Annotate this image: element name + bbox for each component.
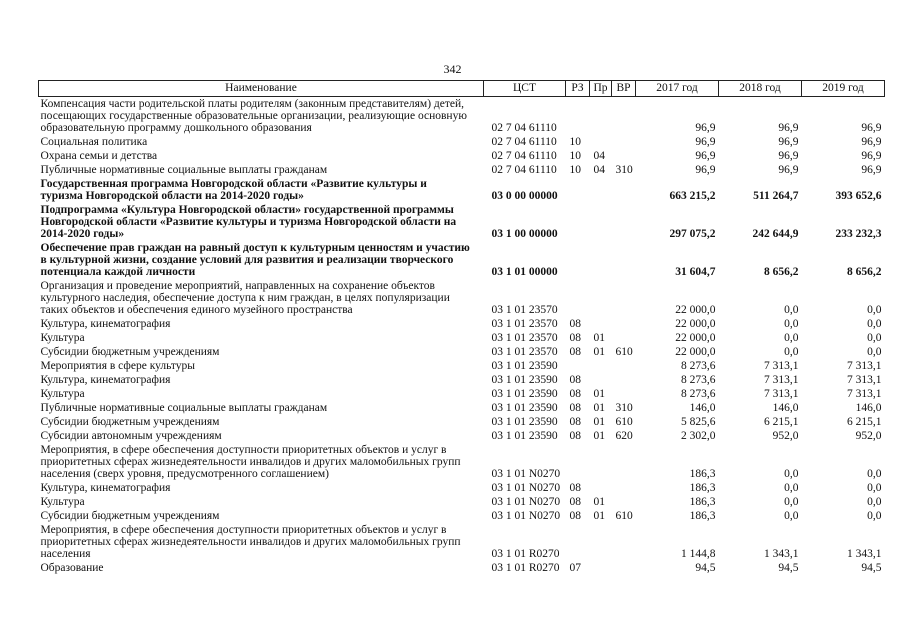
header-cst: ЦСТ bbox=[484, 81, 566, 97]
cell-y2017: 5 825,6 bbox=[681, 416, 716, 428]
cell-name: Культура bbox=[40, 496, 85, 508]
cell-pr bbox=[590, 203, 612, 241]
cell-y2017: 96,9 bbox=[695, 122, 716, 134]
table-row bbox=[39, 415, 885, 429]
cell-name: Мероприятия, в сфере обеспечения доступности приоритетных объектов и услуг в приоритетных сферах жизнедеятельности инвалидов и других маломобильных групп населения (сверх уровня, предусмотренного соглашением) bbox=[40, 444, 461, 480]
table-row bbox=[39, 203, 885, 241]
cell-y2018: 242 644,9 bbox=[752, 228, 799, 240]
cell-name: Субсидии автономным учреждениям bbox=[40, 430, 222, 442]
cell-vr bbox=[612, 481, 636, 495]
cell-y2018: 0,0 bbox=[784, 510, 799, 522]
table-row bbox=[39, 429, 885, 443]
cell-rz bbox=[566, 279, 590, 317]
cell-pr: 01 bbox=[593, 430, 605, 442]
cell-y2018: 94,5 bbox=[778, 562, 799, 574]
table-row bbox=[39, 279, 885, 317]
cell-vr bbox=[612, 359, 636, 373]
cell-cst: 03 1 01 N0270 bbox=[491, 496, 561, 508]
cell-y2018: 146,0 bbox=[772, 402, 799, 414]
table-row bbox=[39, 345, 885, 359]
cell-y2018: 0,0 bbox=[784, 304, 799, 316]
cell-vr bbox=[612, 241, 636, 279]
cell-rz bbox=[566, 443, 590, 481]
cell-y2017: 22 000,0 bbox=[675, 304, 716, 316]
cell-cst: 02 7 04 61110 bbox=[491, 150, 557, 162]
cell-cst: 03 1 00 00000 bbox=[491, 228, 558, 240]
cell-y2017: 186,3 bbox=[689, 496, 716, 508]
cell-y2019: 0,0 bbox=[867, 496, 882, 508]
table-row bbox=[39, 481, 885, 495]
cell-cst: 02 7 04 61110 bbox=[491, 136, 557, 148]
cell-name: Субсидии бюджетным учреждениям bbox=[40, 346, 220, 358]
cell-y2017: 8 273,6 bbox=[681, 388, 716, 400]
cell-pr: 01 bbox=[593, 388, 605, 400]
cell-cst: 03 1 01 23590 bbox=[491, 430, 558, 442]
cell-name: Культура, кинематография bbox=[40, 374, 171, 386]
cell-pr bbox=[590, 279, 612, 317]
cell-cst: 03 1 01 23570 bbox=[491, 346, 558, 358]
cell-name: Охрана семьи и детства bbox=[40, 150, 158, 162]
cell-cst: 03 1 01 R0270 bbox=[491, 548, 560, 560]
cell-y2018: 511 264,7 bbox=[753, 190, 799, 202]
cell-name: Обеспечение прав граждан на равный доступ к культурным ценностям и участию в культурной жизни, создание условий для развития и реализации творческого потенциала каждой личности bbox=[40, 242, 470, 278]
cell-vr bbox=[612, 97, 636, 136]
header-2018: 2018 год bbox=[719, 81, 802, 97]
cell-y2017: 96,9 bbox=[695, 164, 716, 176]
cell-rz bbox=[566, 241, 590, 279]
cell-y2019: 7 313,1 bbox=[847, 360, 882, 372]
header-pr: Пр bbox=[590, 81, 612, 97]
cell-y2018: 8 656,2 bbox=[764, 266, 799, 278]
budget-table bbox=[38, 80, 885, 575]
cell-vr: 610 bbox=[615, 346, 633, 358]
header-vr: ВР bbox=[612, 81, 636, 97]
cell-y2019: 6 215,1 bbox=[847, 416, 882, 428]
cell-y2017: 8 273,6 bbox=[681, 360, 716, 372]
cell-y2018: 6 215,1 bbox=[764, 416, 799, 428]
cell-y2017: 2 302,0 bbox=[681, 430, 716, 442]
cell-y2019: 96,9 bbox=[861, 150, 882, 162]
cell-cst: 02 7 04 61110 bbox=[491, 164, 557, 176]
cell-name: Социальная политика bbox=[40, 136, 148, 148]
cell-cst: 03 1 01 23570 bbox=[491, 318, 558, 330]
cell-y2018: 0,0 bbox=[784, 496, 799, 508]
cell-y2018: 952,0 bbox=[772, 430, 799, 442]
cell-y2018: 1 343,1 bbox=[764, 548, 799, 560]
cell-y2018: 96,9 bbox=[778, 136, 799, 148]
cell-pr: 01 bbox=[593, 346, 605, 358]
cell-y2018: 0,0 bbox=[784, 332, 799, 344]
cell-pr bbox=[590, 481, 612, 495]
table-row bbox=[39, 373, 885, 387]
cell-y2017: 146,0 bbox=[689, 402, 716, 414]
cell-rz: 10 bbox=[569, 164, 581, 176]
cell-cst: 03 1 01 N0270 bbox=[491, 482, 561, 494]
cell-cst: 03 1 01 00000 bbox=[491, 266, 558, 278]
cell-y2017: 22 000,0 bbox=[675, 346, 716, 358]
header-2019: 2019 год bbox=[802, 81, 885, 97]
cell-vr: 310 bbox=[615, 164, 633, 176]
cell-y2017: 96,9 bbox=[695, 136, 716, 148]
cell-cst: 03 1 01 23590 bbox=[491, 360, 558, 372]
cell-vr bbox=[612, 373, 636, 387]
cell-name: Публичные нормативные социальные выплаты гражданам bbox=[40, 164, 328, 176]
cell-y2018: 0,0 bbox=[784, 468, 799, 480]
cell-rz: 08 bbox=[569, 388, 581, 400]
cell-pr bbox=[590, 523, 612, 561]
cell-pr bbox=[590, 97, 612, 136]
cell-name: Публичные нормативные социальные выплаты гражданам bbox=[40, 402, 328, 414]
cell-y2017: 31 604,7 bbox=[675, 266, 716, 278]
cell-y2017: 186,3 bbox=[689, 510, 716, 522]
table-row bbox=[39, 443, 885, 481]
cell-name: Культура, кинематография bbox=[40, 482, 171, 494]
cell-pr bbox=[590, 177, 612, 203]
cell-vr bbox=[612, 149, 636, 163]
cell-y2019: 8 656,2 bbox=[847, 266, 882, 278]
cell-name: Образование bbox=[40, 562, 104, 574]
cell-y2018: 7 313,1 bbox=[764, 360, 799, 372]
cell-y2017: 96,9 bbox=[695, 150, 716, 162]
cell-pr bbox=[590, 359, 612, 373]
cell-y2019: 0,0 bbox=[867, 482, 882, 494]
cell-pr bbox=[590, 135, 612, 149]
cell-pr bbox=[590, 373, 612, 387]
cell-y2017: 22 000,0 bbox=[675, 332, 716, 344]
cell-rz: 08 bbox=[569, 346, 581, 358]
table-row bbox=[39, 509, 885, 523]
cell-vr bbox=[612, 203, 636, 241]
cell-rz: 10 bbox=[569, 150, 581, 162]
cell-cst: 03 1 01 23570 bbox=[491, 332, 558, 344]
cell-y2019: 96,9 bbox=[861, 122, 882, 134]
cell-y2018: 7 313,1 bbox=[764, 374, 799, 386]
cell-name: Мероприятия, в сфере обеспечения доступности приоритетных объектов и услуг в приоритетных сферах жизнедеятельности инвалидов и других маломобильных групп населения bbox=[40, 524, 461, 560]
cell-vr bbox=[612, 177, 636, 203]
cell-vr bbox=[612, 495, 636, 509]
cell-y2017: 663 215,2 bbox=[669, 190, 716, 202]
cell-rz: 08 bbox=[569, 416, 581, 428]
cell-name: Субсидии бюджетным учреждениям bbox=[40, 510, 220, 522]
table-row bbox=[39, 317, 885, 331]
cell-vr: 620 bbox=[615, 430, 633, 442]
cell-cst: 02 7 04 61110 bbox=[491, 122, 557, 134]
cell-name: Подпрограмма «Культура Новгородской области» государственной программы Новгородской области «Развитие культуры и туризма Новгородской области на 2014-2020 годы» bbox=[40, 204, 457, 240]
table-row bbox=[39, 97, 885, 136]
table-body bbox=[39, 97, 885, 576]
cell-pr bbox=[590, 443, 612, 481]
cell-rz bbox=[566, 523, 590, 561]
table-row bbox=[39, 387, 885, 401]
cell-y2019: 94,5 bbox=[861, 562, 882, 574]
cell-name: Компенсация части родительской платы родителям (законным представителям) детей, посещающих государственные образовательные организации, реализующие основную образовательную программу дошкольного образования bbox=[40, 98, 467, 134]
cell-rz: 10 bbox=[569, 136, 581, 148]
cell-vr bbox=[612, 135, 636, 149]
cell-y2018: 7 313,1 bbox=[764, 388, 799, 400]
cell-y2017: 22 000,0 bbox=[675, 318, 716, 330]
cell-y2019: 7 313,1 bbox=[847, 388, 882, 400]
cell-vr bbox=[612, 387, 636, 401]
cell-pr: 04 bbox=[593, 150, 605, 162]
cell-rz bbox=[566, 177, 590, 203]
cell-y2018: 96,9 bbox=[778, 122, 799, 134]
table-header-row bbox=[39, 81, 885, 97]
header-rz: РЗ bbox=[566, 81, 590, 97]
cell-y2017: 8 273,6 bbox=[681, 374, 716, 386]
cell-name: Государственная программа Новгородской области «Развитие культуры и туризма Новгородской области на 2014-2020 годы» bbox=[40, 178, 427, 202]
cell-vr bbox=[612, 331, 636, 345]
table-row bbox=[39, 523, 885, 561]
cell-pr: 04 bbox=[593, 164, 605, 176]
cell-pr bbox=[590, 317, 612, 331]
cell-cst: 03 1 01 23590 bbox=[491, 388, 558, 400]
cell-name: Культура bbox=[40, 388, 85, 400]
cell-y2019: 0,0 bbox=[867, 510, 882, 522]
cell-y2019: 393 652,6 bbox=[835, 190, 882, 202]
cell-vr bbox=[612, 561, 636, 575]
header-name: Наименование bbox=[39, 81, 484, 97]
table-row bbox=[39, 149, 885, 163]
cell-rz bbox=[566, 359, 590, 373]
cell-y2017: 1 144,8 bbox=[681, 548, 716, 560]
cell-rz: 08 bbox=[569, 374, 581, 386]
table-row bbox=[39, 135, 885, 149]
cell-y2019: 96,9 bbox=[861, 136, 882, 148]
table-row bbox=[39, 331, 885, 345]
cell-vr: 310 bbox=[615, 402, 633, 414]
cell-y2017: 186,3 bbox=[689, 468, 716, 480]
cell-y2019: 233 232,3 bbox=[835, 228, 882, 240]
cell-cst: 03 1 01 R0270 bbox=[491, 562, 560, 574]
cell-y2019: 0,0 bbox=[867, 318, 882, 330]
cell-cst: 03 1 01 23590 bbox=[491, 402, 558, 414]
table-row bbox=[39, 241, 885, 279]
table-row bbox=[39, 163, 885, 177]
cell-y2017: 297 075,2 bbox=[669, 228, 716, 240]
cell-y2019: 96,9 bbox=[861, 164, 882, 176]
cell-rz: 07 bbox=[569, 562, 581, 574]
cell-rz: 08 bbox=[569, 496, 581, 508]
cell-y2019: 952,0 bbox=[855, 430, 882, 442]
cell-name: Субсидии бюджетным учреждениям bbox=[40, 416, 220, 428]
cell-pr bbox=[590, 561, 612, 575]
cell-vr bbox=[612, 279, 636, 317]
cell-rz: 08 bbox=[569, 482, 581, 494]
cell-y2019: 0,0 bbox=[867, 304, 882, 316]
cell-rz bbox=[566, 203, 590, 241]
cell-rz: 08 bbox=[569, 332, 581, 344]
cell-vr: 610 bbox=[615, 510, 633, 522]
cell-vr bbox=[612, 523, 636, 561]
cell-rz: 08 bbox=[569, 510, 581, 522]
header-2017: 2017 год bbox=[636, 81, 719, 97]
cell-pr: 01 bbox=[593, 402, 605, 414]
cell-pr: 01 bbox=[593, 416, 605, 428]
cell-y2019: 1 343,1 bbox=[847, 548, 882, 560]
cell-y2019: 146,0 bbox=[855, 402, 882, 414]
cell-cst: 03 1 01 23590 bbox=[491, 374, 558, 386]
cell-rz: 08 bbox=[569, 402, 581, 414]
cell-vr: 610 bbox=[615, 416, 633, 428]
cell-y2017: 186,3 bbox=[689, 482, 716, 494]
cell-cst: 03 1 01 N0270 bbox=[491, 468, 561, 480]
cell-cst: 03 1 01 N0270 bbox=[491, 510, 561, 522]
cell-name: Культура, кинематография bbox=[40, 318, 171, 330]
table-row bbox=[39, 359, 885, 373]
cell-vr bbox=[612, 443, 636, 481]
table-row bbox=[39, 495, 885, 509]
cell-cst: 03 1 01 23570 bbox=[491, 304, 558, 316]
cell-y2018: 0,0 bbox=[784, 318, 799, 330]
cell-y2019: 0,0 bbox=[867, 332, 882, 344]
cell-pr: 01 bbox=[593, 332, 605, 344]
cell-y2018: 0,0 bbox=[784, 482, 799, 494]
cell-cst: 03 1 01 23590 bbox=[491, 416, 558, 428]
page-number: 342 bbox=[443, 62, 462, 76]
cell-y2019: 0,0 bbox=[867, 346, 882, 358]
cell-name: Организация и проведение мероприятий, направленных на сохранение объектов культурного наследия, обеспечение доступа к ним граждан, в целях популяризации таких объектов и обеспечения единого музейного пространства bbox=[40, 280, 450, 316]
cell-y2019: 7 313,1 bbox=[847, 374, 882, 386]
cell-pr: 01 bbox=[593, 510, 605, 522]
cell-rz bbox=[566, 97, 590, 136]
cell-y2018: 96,9 bbox=[778, 164, 799, 176]
cell-vr bbox=[612, 317, 636, 331]
table-row bbox=[39, 401, 885, 415]
cell-cst: 03 0 00 00000 bbox=[491, 190, 558, 202]
cell-y2017: 94,5 bbox=[695, 562, 716, 574]
cell-name: Мероприятия в сфере культуры bbox=[40, 360, 196, 372]
table-row bbox=[39, 177, 885, 203]
cell-y2019: 0,0 bbox=[867, 468, 882, 480]
cell-pr bbox=[590, 241, 612, 279]
cell-name: Культура bbox=[40, 332, 85, 344]
cell-pr: 01 bbox=[593, 496, 605, 508]
cell-y2018: 96,9 bbox=[778, 150, 799, 162]
cell-y2018: 0,0 bbox=[784, 346, 799, 358]
cell-rz: 08 bbox=[569, 430, 581, 442]
cell-rz: 08 bbox=[569, 318, 581, 330]
table-row bbox=[39, 561, 885, 575]
